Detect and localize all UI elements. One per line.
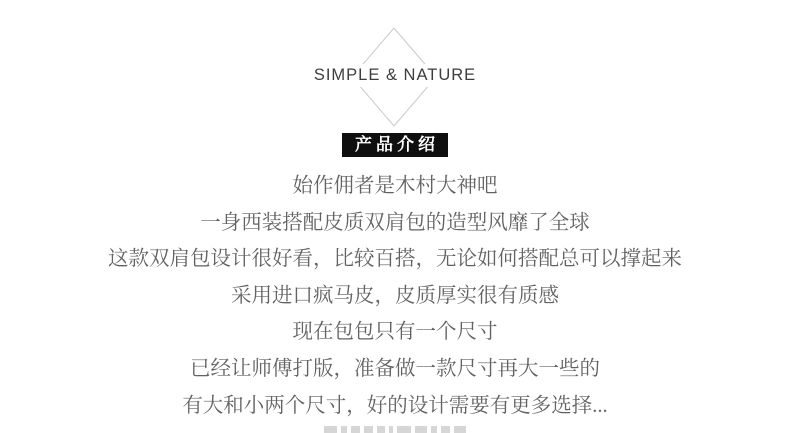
cutoff-letter-top: [389, 426, 393, 433]
cutoff-text-fragment: [324, 426, 466, 433]
cutoff-letter-top: [364, 426, 373, 433]
description-line: 有大和小两个尺寸，好的设计需要有更多选择...: [182, 394, 608, 417]
description-line: 一身西装搭配皮质双肩包的造型风靡了全球: [200, 211, 590, 234]
cutoff-letter-top: [324, 426, 337, 433]
description-line: 已经让师傅打版，准备做一款尺寸再大一些的: [190, 357, 600, 380]
description-line: 始作佣者是木村大神吧: [292, 175, 498, 197]
section-title-badge: 产品介绍: [342, 133, 448, 157]
cutoff-letter-top: [397, 426, 411, 433]
description-line: 采用进口疯马皮，皮质厚实很有质感: [231, 284, 559, 307]
brand-logo-text: SIMPLE & NATURE: [306, 64, 484, 87]
cutoff-letter-top: [415, 426, 427, 433]
description-line: 这款双肩包设计很好看，比较百搭，无论如何搭配总可以撑起来: [108, 248, 682, 271]
cutoff-letter-top: [351, 426, 360, 433]
product-description: [0, 168, 790, 424]
cutoff-letter-top: [341, 426, 347, 433]
cutoff-letter-top: [454, 426, 466, 433]
description-line: 现在包包只有一个尺寸: [292, 321, 498, 344]
cutoff-letter-top: [377, 426, 385, 433]
cutoff-letter-top: [431, 426, 437, 433]
cutoff-letter-top: [441, 426, 450, 433]
